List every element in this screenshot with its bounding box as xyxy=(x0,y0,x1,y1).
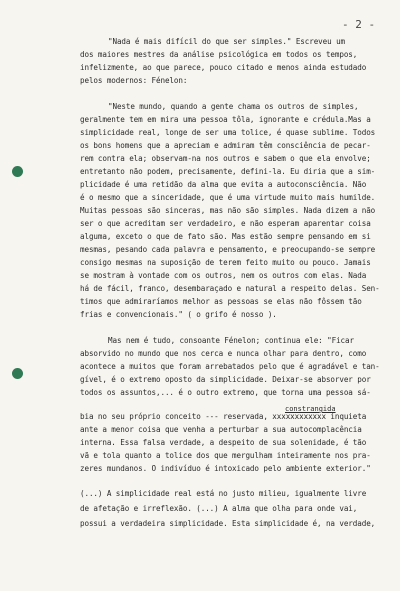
text-line: bia no seu próprio conceito --- reservada, xxxxxxxxxxxx inquieta xyxy=(80,412,367,421)
text-line: absorvido no mundo que nos cerca e nunca olhar para dentro, como xyxy=(80,349,367,358)
text-line: zeres mundanos. O indivíduo é intoxicado pelo ambiente exterior." xyxy=(80,464,371,473)
text-line: alguma, exceto o que de fato são. Mas estão sempre pensando em si xyxy=(80,232,371,241)
text-line: ante a menor coisa que venha a perturbar a sua autocomplacência xyxy=(80,425,362,434)
page-number: - 2 - xyxy=(342,18,376,31)
text-line: consigo mesmas na suposição de terem feito muito ou pouco. Jamais xyxy=(80,258,371,267)
text-line: plicidade é uma retidão da alma que evita a autoconsciência. Não xyxy=(80,180,367,189)
text-line: Muitas pessoas são sinceras, mas não são simples. Nada dizem a não xyxy=(80,206,376,215)
text-line: acontece a muitos que foram arrebatados pelo que é agradável e tan- xyxy=(80,362,380,371)
text-line: entretanto não podem, precisamente, defini-la. Eu diria que a sim- xyxy=(80,167,376,176)
text-line: é o mesmo que a sinceridade, que é uma virtude muito mais humilde. xyxy=(80,193,376,202)
text-line: timos que admiraríamos melhor as pessoas se elas não fôssem tão xyxy=(80,297,362,306)
text-line: pelos modernos: Fénelon: xyxy=(80,76,188,85)
text-line: interna. Essa falsa verdade, a despeito de sua solenidade, é tão xyxy=(80,438,367,447)
text-line: frias e convencionais." ( o grifo é nosso ). xyxy=(80,310,277,319)
text-line: ser o que acreditam ser verdadeiro, e não esperam aparentar coisa xyxy=(80,219,371,228)
binder-hole-top xyxy=(12,166,23,177)
text-line: rem contra ela; observam-na nos outros e sabem o que ela envolve; xyxy=(80,154,371,163)
binder-hole-bottom xyxy=(12,368,23,379)
text-line: dos maiores mestres da análise psicológica em todos os tempos, xyxy=(80,50,358,59)
text-line: se mostram à vontade com os outros, nem os outros com elas. Nada xyxy=(80,271,367,280)
text-line: possui a verdadeira simplicidade. Esta simplicidade é, na verdade, xyxy=(80,519,376,528)
text-line: "Nada é mais difícil do que ser simples." Escreveu um xyxy=(108,37,346,46)
text-line: infelizmente, ao que parece, pouco citado e menos ainda estudado xyxy=(80,63,367,72)
text-line: mesmas, pesando cada palavra e pensamento, e preocupando-se sempre xyxy=(80,245,376,254)
text-line: há de fácil, franco, desembaraçado e natural a respeito delas. Sen- xyxy=(80,284,380,293)
handwritten-correction: constrangida xyxy=(285,405,336,413)
text-line: os bons homens que a apreciam e admiram têm consciência de pecar- xyxy=(80,141,371,150)
text-line: "Neste mundo, quando a gente chama os outros de simples, xyxy=(108,102,359,111)
text-line: gível, é o extremo oposto da simplicidade. Deixar-se absorver por xyxy=(80,375,371,384)
text-line: Mas nem é tudo, consoante Fénelon; continua ele: "Ficar xyxy=(108,336,354,345)
text-line: todos os assuntos,... é o outro extremo, que torna uma pessoa sá- xyxy=(80,388,371,397)
text-line: vã e tola quanto a tolice dos que mergulham inteiramente nos pra- xyxy=(80,451,371,460)
text-line: simplicidade real, longe de ser uma tolice, é quase sublime. Todos xyxy=(80,128,376,137)
text-line: (...) A simplicidade real está no justo milieu, igualmente livre xyxy=(80,489,367,498)
text-line: de afetação e irreflexão. (...) A alma que olha para onde vai, xyxy=(80,504,358,513)
text-line: geralmente tem em mira uma pessoa tôla, ignorante e crédula.Mas a xyxy=(80,115,371,124)
